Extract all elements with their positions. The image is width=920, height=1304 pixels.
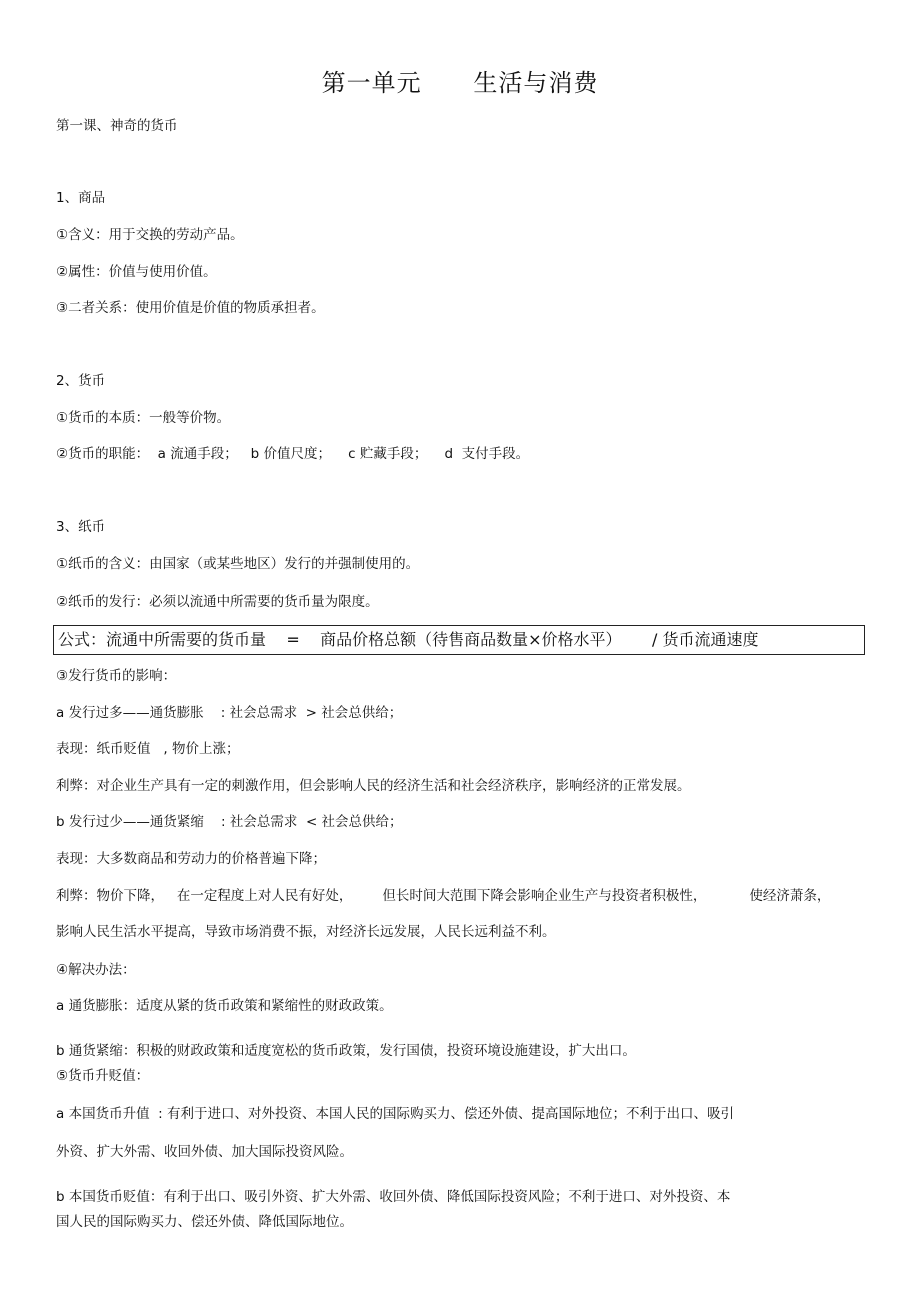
- lesson-heading: 第一课、神奇的货币: [56, 118, 178, 134]
- solutions-heading: ④解决办法：: [56, 962, 136, 978]
- commodity-attributes: ②属性：价值与使用价值。: [56, 264, 217, 280]
- paper-money-definition: ①纸币的含义：由国家（或某些地区）发行的并强制使用的。: [56, 556, 420, 572]
- currency-value-heading: ⑤货币升贬值：: [56, 1068, 150, 1084]
- appreciation-line2: 外资、扩大外需、收回外债、加大国际投资风险。: [56, 1144, 353, 1160]
- inflation-item: a 发行过多——通货膨胀 : 社会总需求 > 社会总供给；: [56, 705, 403, 721]
- section-heading-money: 2、货币: [56, 373, 106, 389]
- depreciation-line2: 国人民的国际购买力、偿还外债、降低国际地位。: [56, 1214, 353, 1230]
- money-essence: ①货币的本质：一般等价物。: [56, 410, 231, 426]
- appreciation-line1: a 本国货币升值 : 有利于进口、对外投资、本国人民的国际购买力、偿还外债、提高国际地位；不利于出口、吸引: [56, 1106, 734, 1122]
- inflation-manifestation: 表现：纸币贬值 , 物价上涨；: [56, 741, 240, 757]
- deflation-manifestation: 表现：大多数商品和劳动力的价格普遍下降；: [56, 851, 326, 867]
- section-heading-paper-money: 3、纸币: [56, 519, 106, 535]
- deflation-item: b 发行过少——通货紧缩 : 社会总需求 < 社会总供给；: [56, 814, 403, 830]
- page-title: 第一单元 生活与消费: [321, 69, 599, 97]
- commodity-definition: ①含义：用于交换的劳动产品。: [56, 227, 244, 243]
- formula-text: 公式：流通中所需要的货币量 = 商品价格总额（待售商品数量×价格水平） / 货币流通速度: [58, 630, 759, 649]
- deflation-pros-cons-line1: 利弊：物价下降， 在一定程度上对人民有好处， 但长时间大范围下降会影响企业生产与投资者积极性， 使经济萧条，: [56, 888, 831, 904]
- paper-money-issuance: ②纸币的发行：必须以流通中所需要的货币量为限度。: [56, 594, 379, 610]
- section-heading-commodity: 1、商品: [56, 190, 106, 206]
- formula-box: [53, 625, 865, 655]
- money-functions: ②货币的职能： a 流通手段； b 价值尺度； c 贮藏手段； d 支付手段。: [56, 446, 530, 462]
- commodity-relation: ③二者关系：使用价值是价值的物质承担者。: [56, 300, 325, 316]
- inflation-pros-cons: 利弊：对企业生产具有一定的刺激作用，但会影响人民的经济生活和社会经济秩序，影响经济的正常发展。: [56, 778, 691, 794]
- solution-deflation: b 通货紧缩：积极的财政政策和适度宽松的货币政策，发行国债，投资环境设施建设，扩大出口。: [56, 1043, 636, 1059]
- depreciation-line1: b 本国货币贬值：有利于出口、吸引外资、扩大外需、收回外债、降低国际投资风险；不利于进口、对外投资、本: [56, 1189, 731, 1205]
- deflation-pros-cons-line2: 影响人民生活水平提高，导致市场消费不振，对经济长远发展，人民长远利益不利。: [56, 924, 556, 940]
- solution-inflation: a 通货膨胀：适度从紧的货币政策和紧缩性的财政政策。: [56, 998, 393, 1014]
- issuance-effects-heading: ③发行货币的影响：: [56, 668, 177, 684]
